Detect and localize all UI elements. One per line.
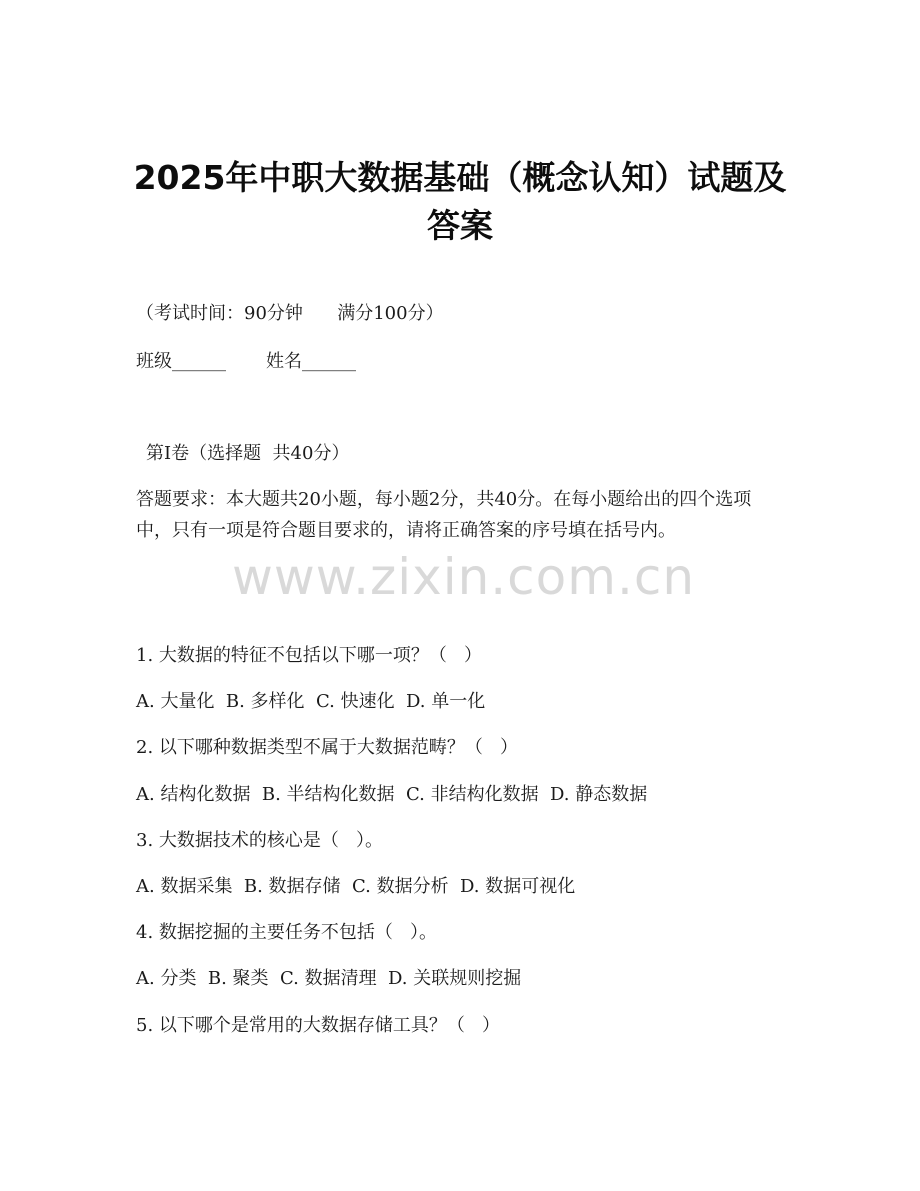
question-4-options: A. 分类 B. 聚类 C. 数据清理 D. 关联规则挖掘 [136,968,522,989]
student-fields: 班级______ 姓名______ [136,351,357,372]
question-3-stem: 3. 大数据技术的核心是（ ）。 [136,830,384,851]
question-2-stem: 2. 以下哪种数据类型不属于大数据范畴？（ ） [136,737,519,758]
question-1-stem: 1. 大数据的特征不包括以下哪一项？（ ） [136,645,483,666]
question-3-options: A. 数据采集 B. 数据存储 C. 数据分析 D. 数据可视化 [136,876,576,897]
document-title-line-1: 2025年中职大数据基础（概念认知）试题及 [133,158,787,197]
exam-info: （考试时间：90分钟 满分100分） [136,303,444,324]
section-heading: 第I卷（选择题 共40分） [146,443,350,464]
question-1-options: A. 大量化 B. 多样化 C. 快速化 D. 单一化 [136,691,486,712]
watermark: www.zixin.com.cn [232,548,696,606]
question-5-stem: 5. 以下哪个是常用的大数据存储工具？（ ） [136,1015,501,1036]
question-2-options: A. 结构化数据 B. 半结构化数据 C. 非结构化数据 D. 静态数据 [136,784,648,805]
document-title-line-2: 答案 [427,206,493,245]
instructions: 答题要求：本大题共20小题，每小题2分，共40分。在每小题给出的四个选项中，只有一项是符合题目要求的，请将正确答案的序号填在括号内。 [136,489,752,541]
question-4-stem: 4. 数据挖掘的主要任务不包括（ ）。 [136,922,438,943]
